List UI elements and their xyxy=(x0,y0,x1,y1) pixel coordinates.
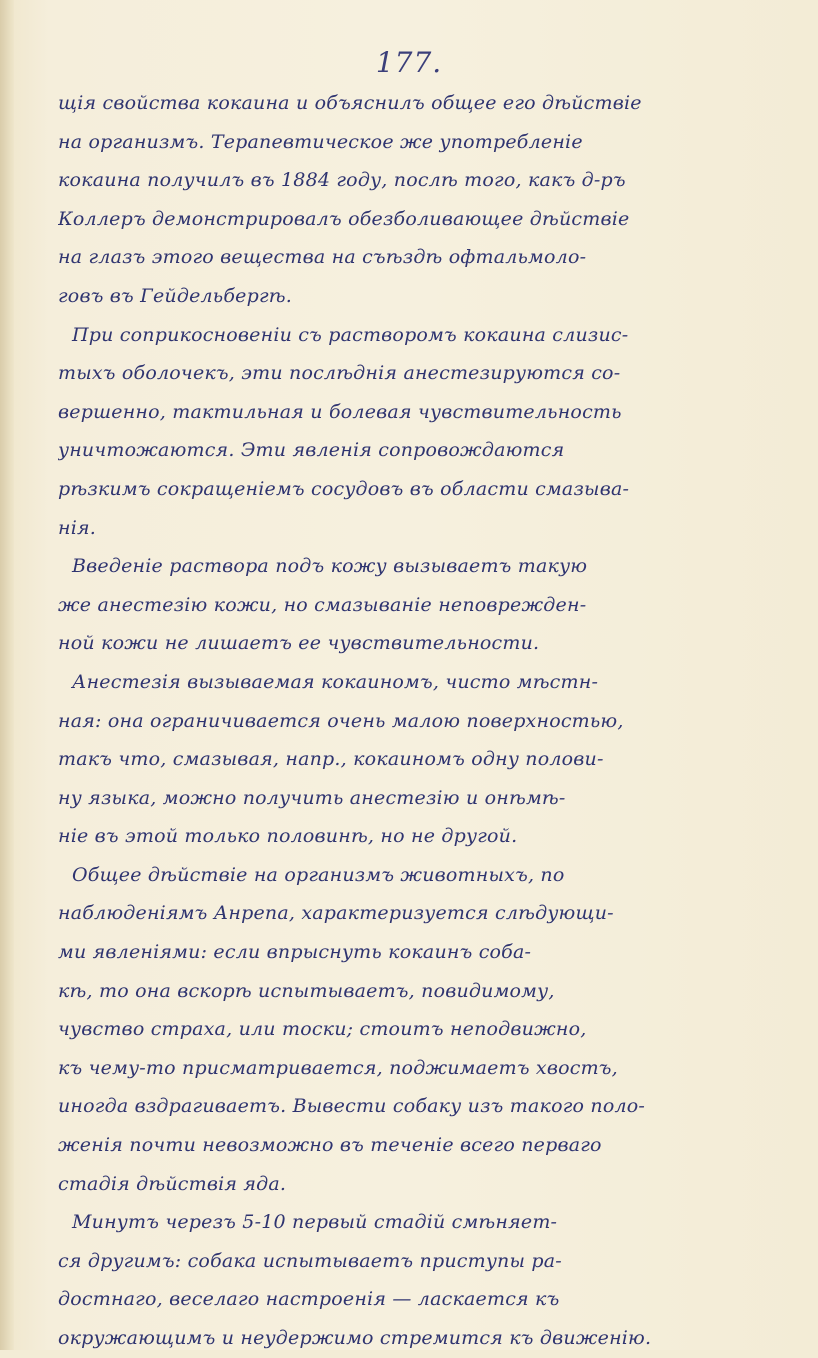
text-line: достнаго, веселаго настроенiя — ласкается къ xyxy=(58,1288,560,1311)
page-binding-edge xyxy=(0,0,14,1350)
text-line: ми явленiями: если впрыснуть кокаинъ соба- xyxy=(58,941,532,964)
text-line: Общее дѣйствiе на организмъ животныхъ, по xyxy=(72,863,565,886)
text-line: нiе въ этой только половинѣ, но не другой. xyxy=(58,825,518,848)
text-line: нiя. xyxy=(58,516,97,539)
text-line: женiя почти невозможно въ теченiе всего перваго xyxy=(58,1134,602,1157)
text-line: къ чему-то присматривается, поджимаетъ хвостъ, xyxy=(58,1056,618,1079)
text-line: уничтожаются. Эти явленiя сопровождаются xyxy=(58,439,565,462)
text-line: Анестезiя вызываемая кокаиномъ, чисто мѣстн- xyxy=(72,670,599,693)
text-line: При соприкосновенiи съ растворомъ кокаина слизис- xyxy=(72,323,629,346)
handwritten-text-block xyxy=(58,84,800,1358)
text-line: вершенно, тактильная и болевая чувствительность xyxy=(58,400,622,423)
text-line: ну языка, можно получить анестезiю и онѣмѣ- xyxy=(58,786,566,809)
text-line: кѣ, то она вскорѣ испытываетъ, повидимому, xyxy=(58,979,555,1002)
page-number: 177. xyxy=(375,46,443,79)
text-line: Минутъ черезъ 5-10 первый стадiй смѣняет- xyxy=(72,1211,558,1234)
text-line: чувство страха, или тоски; стоитъ неподвижно, xyxy=(58,1018,587,1041)
text-line: рѣзкимъ сокращенiемъ сосудовъ въ области смазыва- xyxy=(58,477,630,500)
text-line: тыхъ оболочекъ, эти послѣднiя анестезируются со- xyxy=(58,362,621,385)
text-line: кокаина получилъ въ 1884 году, послѣ того, какъ д-ръ xyxy=(58,169,626,192)
text-line: ной кожи не лишаетъ ее чувствительности. xyxy=(58,632,540,655)
text-line: же анестезiю кожи, но смазыванiе неповрежден- xyxy=(58,593,587,616)
text-line: наблюденiямъ Анрепа, характеризуется слѣдующи- xyxy=(58,902,614,925)
text-line: говъ въ Гейдельбергѣ. xyxy=(58,284,292,307)
text-line: на глазъ этого вещества на съѣздѣ офтальмоло- xyxy=(58,246,587,269)
text-line: такъ что, смазывая, напр., кокаиномъ одну полови- xyxy=(58,748,604,771)
text-line: на организмъ. Терапевтическое же употребленiе xyxy=(58,130,583,153)
text-line: окружающимъ и неудержимо стремится къ движенiю. xyxy=(58,1327,652,1349)
text-line: ная: она ограничивается очень малою поверхностью, xyxy=(58,709,624,732)
text-line: Введенiе раствора подъ кожу вызываетъ такую xyxy=(72,555,588,578)
text-line: ся другимъ: собака испытываетъ приступы ра- xyxy=(58,1249,562,1272)
text-line: Коллеръ демонстрировалъ обезболивающее дѣйствiе xyxy=(58,207,630,230)
text-line: щiя свойства кокаина и объяснилъ общее его дѣйствiе xyxy=(58,92,642,114)
text-line: стадiя дѣйствiя яда. xyxy=(58,1172,287,1195)
text-line: иногда вздрагиваетъ. Вывести собаку изъ такого поло- xyxy=(58,1095,646,1118)
